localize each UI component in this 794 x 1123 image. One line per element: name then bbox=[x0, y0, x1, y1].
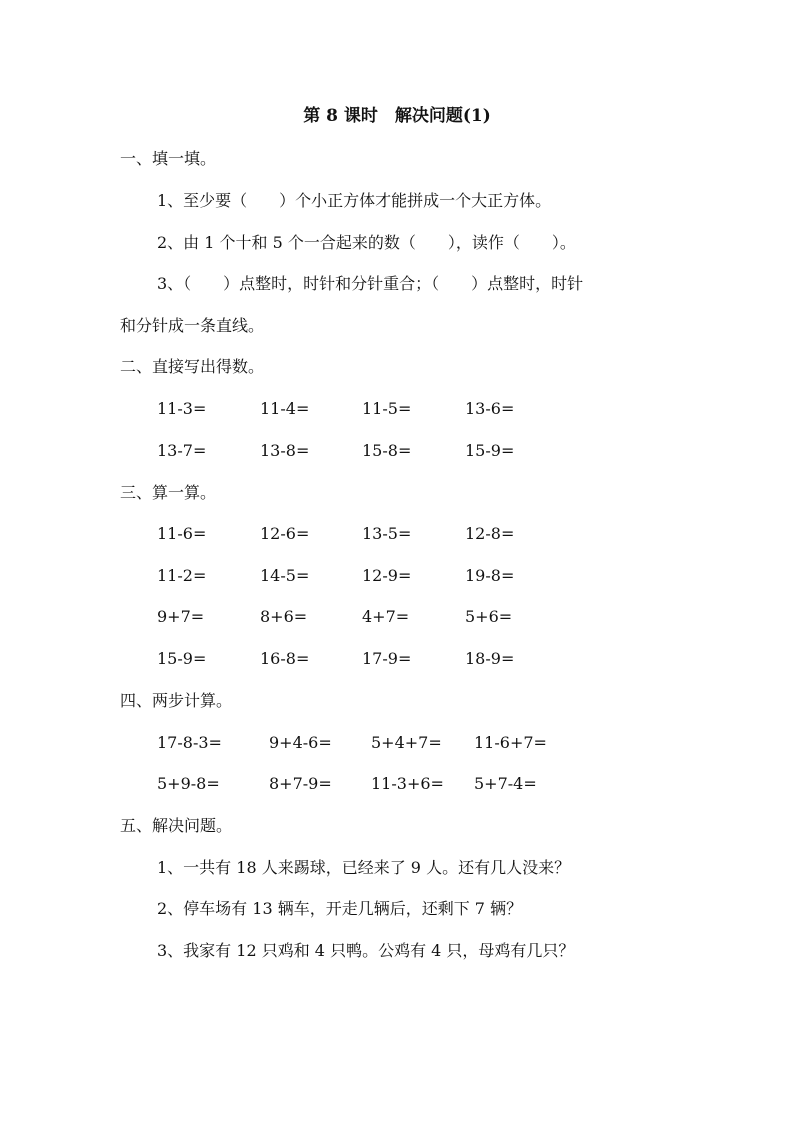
s4-expression: 5+4+7= bbox=[371, 733, 442, 752]
s3-expression: 5+6= bbox=[465, 607, 513, 626]
s3-expression: 13-5= bbox=[362, 524, 412, 543]
s3-expression: 8+6= bbox=[260, 607, 308, 626]
section-3-heading: 三、算一算。 bbox=[120, 483, 217, 502]
s2-expression: 13-8= bbox=[260, 441, 310, 460]
s4-expression: 5+7-4= bbox=[474, 774, 537, 793]
s3-expression: 11-2= bbox=[157, 566, 207, 585]
s2-expression: 11-4= bbox=[260, 399, 310, 418]
s1-question-1: 1、至少要（ ）个小正方体才能拼成一个大正方体。 bbox=[157, 191, 552, 210]
s2-expression: 15-9= bbox=[465, 441, 515, 460]
s4-expression: 8+7-9= bbox=[269, 774, 332, 793]
s2-expression: 11-5= bbox=[362, 399, 412, 418]
section-1-heading: 一、填一填。 bbox=[120, 149, 217, 168]
s2-expression: 13-7= bbox=[157, 441, 207, 460]
s3-expression: 14-5= bbox=[260, 566, 310, 585]
s5-question-3: 3、我家有 12 只鸡和 4 只鸭。公鸡有 4 只，母鸡有几只？ bbox=[157, 941, 575, 960]
s5-question-1: 1、一共有 18 人来踢球，已经来了 9 人。还有几人没来？ bbox=[157, 858, 571, 877]
s4-expression: 5+9-8= bbox=[157, 774, 220, 793]
s2-expression: 11-3= bbox=[157, 399, 207, 418]
s1-question-2: 2、由 1 个十和 5 个一合起来的数（ ），读作（ ）。 bbox=[157, 233, 576, 252]
page-title: 第 8 课时 解决问题(1) bbox=[303, 106, 491, 126]
s4-expression: 17-8-3= bbox=[157, 733, 222, 752]
s3-expression: 11-6= bbox=[157, 524, 207, 543]
s3-expression: 12-8= bbox=[465, 524, 515, 543]
s3-expression: 4+7= bbox=[362, 607, 410, 626]
s3-expression: 15-9= bbox=[157, 649, 207, 668]
s3-expression: 12-6= bbox=[260, 524, 310, 543]
s1-question-3-line-1: 3、（ ）点整时，时针和分针重合；（ ）点整时，时针 bbox=[157, 274, 584, 293]
s1-question-3-line-2: 和分针成一条直线。 bbox=[120, 316, 265, 335]
s5-question-2: 2、停车场有 13 辆车，开走几辆后，还剩下 7 辆？ bbox=[157, 899, 523, 918]
s3-expression: 17-9= bbox=[362, 649, 412, 668]
s3-expression: 18-9= bbox=[465, 649, 515, 668]
s3-expression: 19-8= bbox=[465, 566, 515, 585]
s2-expression: 15-8= bbox=[362, 441, 412, 460]
s4-expression: 9+4-6= bbox=[269, 733, 332, 752]
s2-expression: 13-6= bbox=[465, 399, 515, 418]
s3-expression: 16-8= bbox=[260, 649, 310, 668]
s4-expression: 11-3+6= bbox=[371, 774, 444, 793]
section-4-heading: 四、两步计算。 bbox=[120, 691, 233, 710]
section-5-heading: 五、解决问题。 bbox=[120, 816, 233, 835]
s4-expression: 11-6+7= bbox=[474, 733, 547, 752]
section-2-heading: 二、直接写出得数。 bbox=[120, 357, 265, 376]
s3-expression: 12-9= bbox=[362, 566, 412, 585]
s3-expression: 9+7= bbox=[157, 607, 205, 626]
